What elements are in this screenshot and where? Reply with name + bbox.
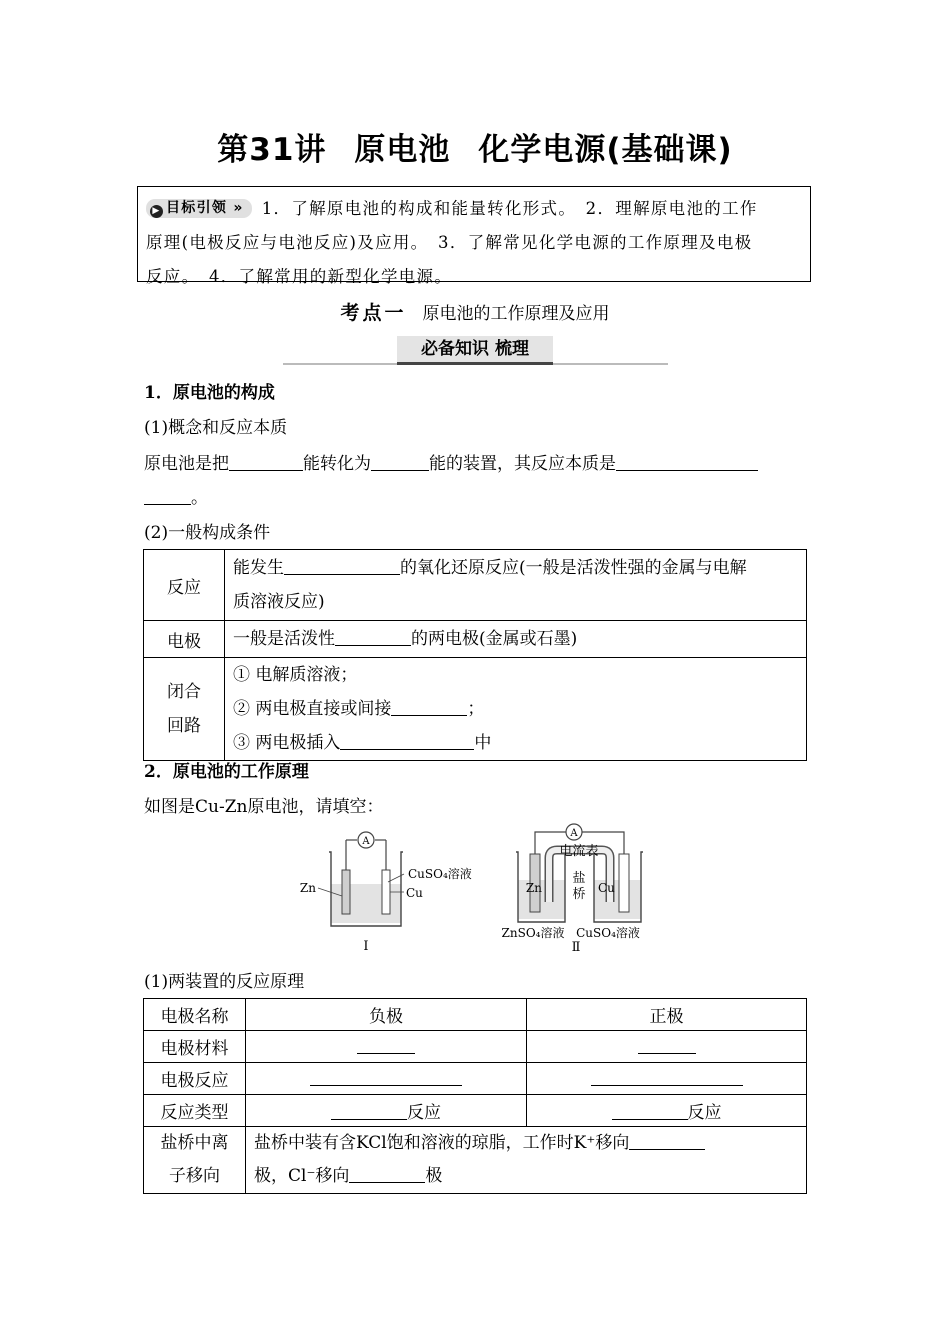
play-icon: ▶ — [150, 205, 163, 218]
blank-neg-type[interactable] — [331, 1103, 407, 1120]
svg-text:A: A — [570, 828, 578, 839]
goals-tag: ▶ 目标引领 » — [146, 199, 252, 218]
blank-k-direction[interactable] — [629, 1133, 705, 1150]
blank-neg-material[interactable] — [357, 1037, 415, 1054]
d2-cu-electrode — [619, 854, 629, 912]
svg-text:ZnSO₄溶液: ZnSO₄溶液 — [501, 926, 565, 940]
blank-pos-reaction[interactable] — [591, 1069, 743, 1086]
learning-goals-box — [137, 186, 811, 286]
goals-line-2: 原理(电极反应与电池反应)及应用。 3．了解常见化学电源的工作原理及电极 — [146, 233, 753, 252]
svg-text:A: A — [362, 836, 370, 847]
table-row — [144, 1031, 807, 1063]
page-title — [0, 124, 950, 169]
svg-text:Cu: Cu — [598, 881, 615, 895]
blank-solution[interactable] — [340, 733, 474, 750]
blank-spontaneous[interactable] — [284, 558, 400, 575]
svg-text:盐: 盐 — [572, 871, 586, 886]
section-banner — [283, 336, 668, 368]
row-label-ion-migration: 盐桥中离 子移向 — [144, 1127, 246, 1194]
blank-activity[interactable] — [335, 629, 411, 646]
table-row — [144, 999, 807, 1031]
table-row — [144, 1063, 807, 1095]
title-topic-1: 原电池 — [354, 132, 451, 168]
row-label-circuit: 闭合 回路 — [144, 658, 225, 761]
svg-text:Ⅱ: Ⅱ — [571, 940, 581, 955]
svg-text:桥: 桥 — [572, 887, 586, 902]
row-label-type: 反应类型 — [144, 1095, 246, 1127]
svg-text:Cu: Cu — [406, 886, 423, 900]
row-value-reaction: 能发生 的氧化还原反应(一般是活泼性强的金属与电解 质溶液反应) — [225, 550, 807, 621]
row-label-material: 电极材料 — [144, 1031, 246, 1063]
diagram-1 — [300, 832, 472, 954]
table-row — [144, 1127, 807, 1194]
row-value-ion-migration: 盐桥中装有含KCl饱和溶液的琼脂，工作时K⁺移向 极，Cl⁻移向 极 — [246, 1127, 807, 1194]
fill-in-sentence: 原电池是把 能转化为 能的装置，其反应本质是 — [144, 449, 758, 474]
blank-energy-2[interactable] — [371, 454, 429, 471]
kaodian-heading — [0, 298, 950, 325]
fill-in-sentence-cont: 。 — [144, 483, 208, 508]
kaodian-label: 考点一 — [340, 302, 407, 324]
row-value-circuit: ① 电解质溶液； ② 两电极直接或间接 ； ③ 两电极插入 中 — [225, 658, 807, 761]
blank-pos-type[interactable] — [612, 1103, 688, 1120]
title-topic-2: 化学电源(基础课) — [478, 132, 733, 168]
svg-text:电流表: 电流表 — [559, 844, 599, 859]
kaodian-title: 原电池的工作原理及应用 — [422, 304, 610, 324]
d1-zn-electrode — [342, 870, 350, 914]
goals-line-3: 反应。 4．了解常用的新型化学电源。 — [146, 267, 453, 286]
blank-essence[interactable] — [616, 454, 758, 471]
d1-cu-electrode — [382, 870, 390, 914]
row-label-reaction: 电极反应 — [144, 1063, 246, 1095]
heading-composition: 1．原电池的构成 — [144, 383, 275, 403]
blank-neg-reaction[interactable] — [310, 1069, 462, 1086]
svg-text:Ⅰ: Ⅰ — [363, 939, 369, 954]
blank-pos-material[interactable] — [638, 1037, 696, 1054]
subheading-conditions: (2)一般构成条件 — [144, 523, 271, 543]
svg-text:Zn: Zn — [300, 881, 316, 895]
lecture-number: 第31讲 — [217, 132, 327, 168]
subheading-principle: (1)两装置的反应原理 — [144, 972, 305, 992]
blank-connection[interactable] — [391, 699, 467, 716]
principle-table — [143, 998, 807, 1194]
goals-line-1: ▶ 目标引领 » 1．了解原电池的构成和能量转化形式。 2．理解原电池的工作 — [146, 192, 802, 226]
diagram-2 — [502, 824, 643, 955]
blank-cl-direction[interactable] — [349, 1166, 425, 1183]
header-negative: 负极 — [246, 999, 527, 1031]
row-label-electrode: 电极 — [144, 621, 225, 658]
blank-essence-cont[interactable] — [144, 488, 191, 505]
blank-energy-1[interactable] — [229, 454, 303, 471]
svg-text:CuSO₄溶液: CuSO₄溶液 — [576, 926, 640, 940]
figure-intro: 如图是Cu-Zn原电池，请填空： — [144, 797, 384, 817]
header-electrode-name: 电极名称 — [144, 999, 246, 1031]
table-row: 反应类型 反应 反应 — [144, 1095, 807, 1127]
conditions-table — [143, 549, 807, 761]
row-value-electrode: 一般是活泼性 的两电极(金属或石墨) — [225, 621, 807, 658]
heading-principle: 2．原电池的工作原理 — [144, 762, 309, 782]
row-label-reaction: 反应 — [144, 550, 225, 621]
table-row — [144, 550, 807, 621]
subheading-concept: (1)概念和反应本质 — [144, 418, 288, 438]
svg-text:Zn: Zn — [525, 881, 542, 895]
banner-label: 必备知识 梳理 — [397, 336, 553, 365]
header-positive: 正极 — [527, 999, 807, 1031]
cell-diagrams — [300, 822, 650, 958]
svg-text:CuSO₄溶液: CuSO₄溶液 — [408, 867, 472, 881]
table-row — [144, 658, 807, 761]
table-row — [144, 621, 807, 658]
